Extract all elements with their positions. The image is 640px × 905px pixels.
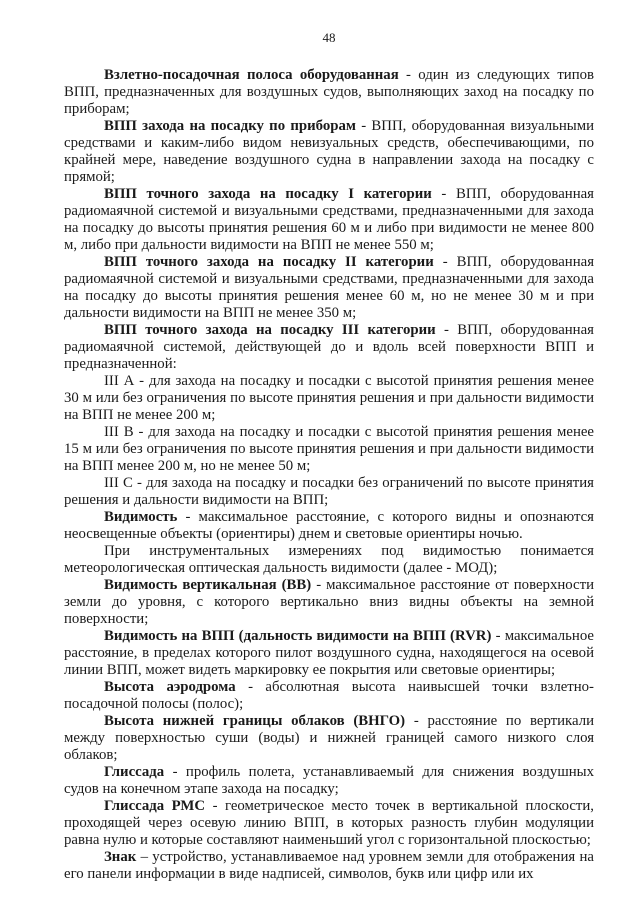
- definition-term: Видимость вертикальная (ВВ): [104, 577, 312, 593]
- category-text: III В - для захода на посадку и посадки с высотой принятия решения менее 15 м или без ограничения по высоте принятия решения и при дальности видимости на ВПП менее 200 м, но не менее 50 м;: [64, 424, 594, 474]
- category-text: III А - для захода на посадку и посадки с высотой принятия решения менее 30 м или без ограничения по высоте принятия решения и при дальности видимости на ВПП не менее 200 м;: [64, 373, 594, 423]
- definition-term: Видимость: [104, 509, 178, 525]
- definition-paragraph: [64, 577, 594, 628]
- note-paragraph: [64, 543, 594, 577]
- definition-paragraph: [64, 509, 594, 543]
- definition-paragraph: [64, 67, 594, 118]
- category-paragraph: [64, 475, 594, 509]
- definition-term: Знак: [104, 849, 137, 865]
- definition-term: ВПП точного захода на посадку II категории: [104, 254, 434, 270]
- category-paragraph: [64, 424, 594, 475]
- page-number: 48: [322, 30, 336, 45]
- definition-paragraph: [64, 628, 594, 679]
- definition-text: - один из следующих типов ВПП, предназначенных для воздушных судов, выполняющих заход на посадку по приборам;: [64, 67, 595, 117]
- definition-text: - ВПП, оборудованная визуальными средствами и каким-либо видом невизуальных средств, обеспечивающими, по крайней мере, наведение воздушного судна в направлении захода на посадку с прямой;: [64, 118, 594, 185]
- category-text: III С - для захода на посадку и посадки без ограничений по высоте принятия решения и дальности видимости на ВПП;: [64, 475, 594, 508]
- definition-term: ВПП точного захода на посадку I категории: [104, 186, 432, 202]
- definition-text: - ВПП, оборудованная радиомаячной системой и визуальными средствами, предназначенными для захода на посадку до высоты принятия решения 60 м и либо при видимости не менее 800 м, либо при дальности видимости на ВПП не менее 550 м;: [64, 186, 594, 253]
- definition-paragraph: [64, 118, 594, 186]
- definition-paragraph: [64, 186, 594, 254]
- definition-text: – устройство, устанавливаемое над уровнем земли для отображения на его панели информации в виде надписей, символов, букв или цифр или их: [64, 849, 594, 882]
- definition-text: - максимальное расстояние от поверхности земли до уровня, с которого вертикально вниз видны объекты на земной поверхности;: [64, 577, 594, 627]
- definition-paragraph: [64, 322, 594, 373]
- definition-text: - максимальное расстояние, с которого видны и опознаются неосвещенные объекты (ориентиры) днем и световые ориентиры ночью.: [64, 509, 594, 542]
- definition-text: - ВПП, оборудованная радиомаячной системой и визуальными средствами, предназначенными для захода на посадку до высоты принятия решения менее 60 м, но не менее 30 м и при дальности видимости на ВПП не менее 350 м;: [64, 254, 594, 321]
- definition-paragraph: [64, 679, 594, 713]
- definition-paragraph: [64, 798, 594, 849]
- definition-term: ВПП точного захода на посадку III категории: [104, 322, 436, 338]
- definition-term: Глиссада: [104, 764, 165, 780]
- definition-paragraph: [64, 713, 594, 764]
- definition-paragraph: [64, 849, 594, 883]
- definition-text: - максимальное расстояние, в пределах которого пилот воздушного судна, находящегося на осевой линии ВПП, может видеть маркировку ее покрытия или световые ориентиры;: [64, 628, 594, 678]
- category-paragraph: [64, 373, 594, 424]
- definition-term: Взлетно-посадочная полоса оборудованная: [104, 67, 399, 83]
- definition-term: ВПП захода на посадку по приборам: [104, 118, 356, 134]
- definition-text: - ВПП, оборудованная радиомаячной системой, действующей до и вдоль всей поверхности ВПП и предназначенной:: [64, 322, 594, 372]
- definition-text: - расстояние по вертикали между поверхностью суши (воды) и нижней границей самого низкого слоя облаков;: [64, 713, 594, 763]
- definition-paragraph: [64, 764, 594, 798]
- definition-term: Высота нижней границы облаков (ВНГО): [104, 713, 406, 729]
- definition-term: Видимость на ВПП (дальность видимости на ВПП (RVR): [104, 628, 492, 644]
- definition-paragraph: [64, 254, 594, 322]
- definition-text: - профиль полета, устанавливаемый для снижения воздушных судов на конечном этапе захода на посадку;: [64, 764, 594, 797]
- definition-term: Глиссада РМС: [104, 798, 206, 814]
- definition-term: Высота аэродрома: [104, 679, 236, 695]
- definition-text: - абсолютная высота наивысшей точки взлетно-посадочной полосы (полос);: [64, 679, 594, 712]
- definition-text: - геометрическое место точек в вертикальной плоскости, проходящей через осевую линию ВПП, в которых разность глубин модуляции равна нулю и которые составляют наименьший угол с горизонтальной плоскостью;: [64, 798, 594, 848]
- note-text: При инструментальных измерениях под видимостью понимается метеорологическая оптическая дальность видимости (далее - МОД);: [64, 543, 594, 576]
